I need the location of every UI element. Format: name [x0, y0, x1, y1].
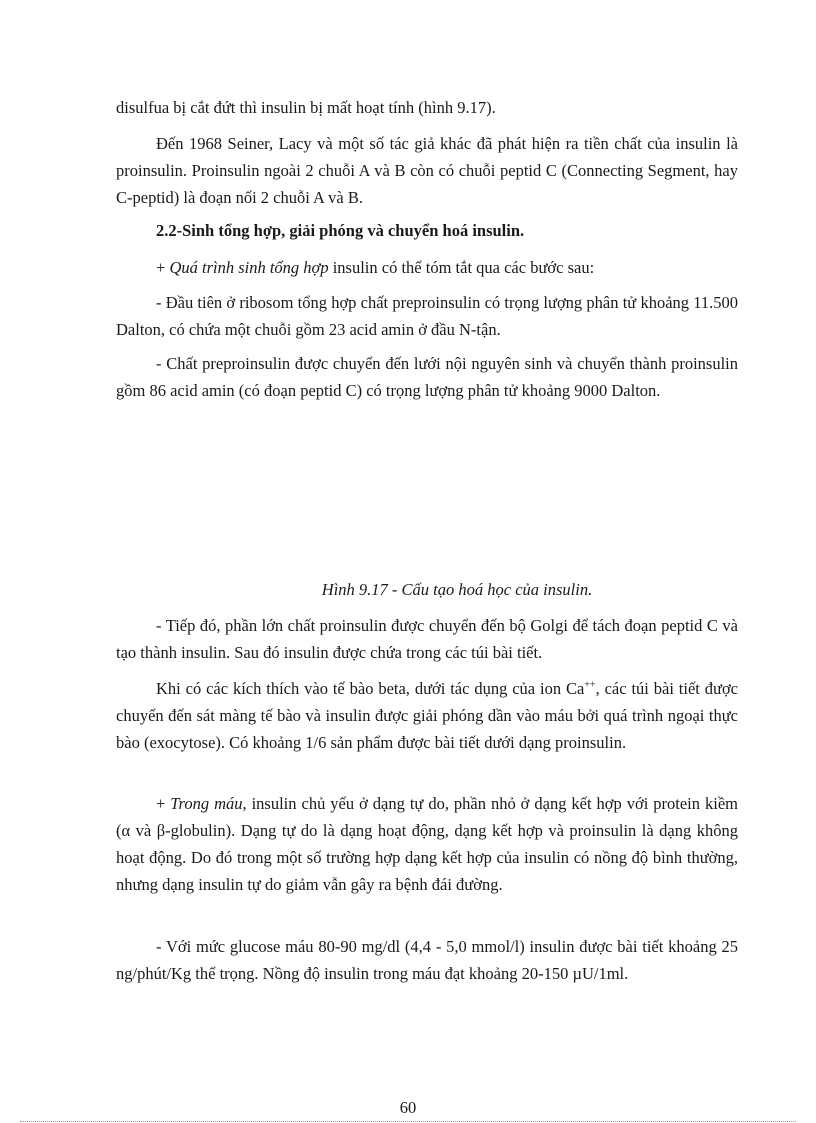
paragraph-3-italic: Quá trình sinh tổng hợp: [169, 258, 329, 277]
paragraph-3-rest: insulin có thể tóm tắt qua các bước sau:: [328, 258, 595, 277]
paragraph-3-prefix: +: [156, 258, 170, 277]
paragraph-6: - Tiếp đó, phần lớn chất proinsulin được chuyển đến bộ Golgi để tách đoạn peptid C và tạo thành insulin. Sau đó insulin được chứa trong các túi bài tiết.: [116, 616, 738, 662]
section-heading: 2.2-Sinh tổng hợp, giải phóng và chuyển hoá insulin.: [156, 221, 525, 240]
paragraph-7-text-b: , các túi bài tiết được chuyển đến sát màng tế bào và insulin được giải phóng dần vào máu bởi quá trình ngoại thực bào (exocytose). Có khoảng 1/6 sản phẩm được bài tiết dưới dạng proinsulin.: [116, 679, 738, 752]
paragraph-8-rest: , insulin chủ yếu ở dạng tự do, phần nhỏ ở dạng kết hợp với protein kiềm (α và β-globulin). Dạng tự do là dạng hoạt động, dạng kết hợp và proinsulin là dạng không hoạt động. Do đó trong một số trường hợp dạng kết hợp của insulin có nồng độ bình thường, nhưng dạng insulin tự do giảm vẫn gây ra bệnh đái đường.: [116, 794, 738, 894]
superscript-charge: ++: [584, 679, 596, 691]
paragraph-8: [116, 790, 738, 898]
footer-divider: [20, 1121, 796, 1122]
page-number: 60: [399, 1098, 417, 1117]
paragraph-4: - Đầu tiên ở ribosom tổng hợp chất preproinsulin có trọng lượng phân tử khoảng 11.500 Dalton, có chứa một chuỗi gồm 23 acid amin ở đầu N-tận.: [116, 293, 738, 339]
figure-caption: Hình 9.17 - Cấu tạo hoá học của insulin.: [321, 580, 593, 599]
paragraph-1: disulfua bị cắt đứt thì insulin bị mất hoạt tính (hình 9.17).: [116, 98, 496, 117]
paragraph-8-prefix: +: [156, 794, 171, 813]
paragraph-2: Đến 1968 Seiner, Lacy và một số tác giả khác đã phát hiện ra tiền chất của insulin là proinsulin. Proinsulin ngoài 2 chuỗi A và B còn có chuỗi peptid C (Connecting Segment, hay C-peptid) là đoạn nối 2 chuỗi A và B.: [116, 134, 738, 207]
paragraph-9: - Với mức glucose máu 80-90 mg/dl (4,4 - 5,0 mmol/l) insulin được bài tiết khoảng 25 ng/phút/Kg thể trọng. Nồng độ insulin trong máu đạt khoảng 20-150 µU/1ml.: [116, 937, 738, 983]
paragraph-8-italic: Trong máu: [170, 794, 243, 813]
paragraph-7: [116, 675, 738, 756]
figure-placeholder: [116, 440, 738, 570]
paragraph-5: - Chất preproinsulin được chuyển đến lưới nội nguyên sinh và chuyển thành proinsulin gồm 86 acid amin (có đoạn peptid C) có trọng lượng phân tử khoảng 9000 Dalton.: [116, 354, 738, 400]
paragraph-3: [116, 254, 738, 281]
paragraph-7-text-a: Khi có các kích thích vào tế bào beta, dưới tác dụng của ion Ca: [156, 679, 585, 698]
